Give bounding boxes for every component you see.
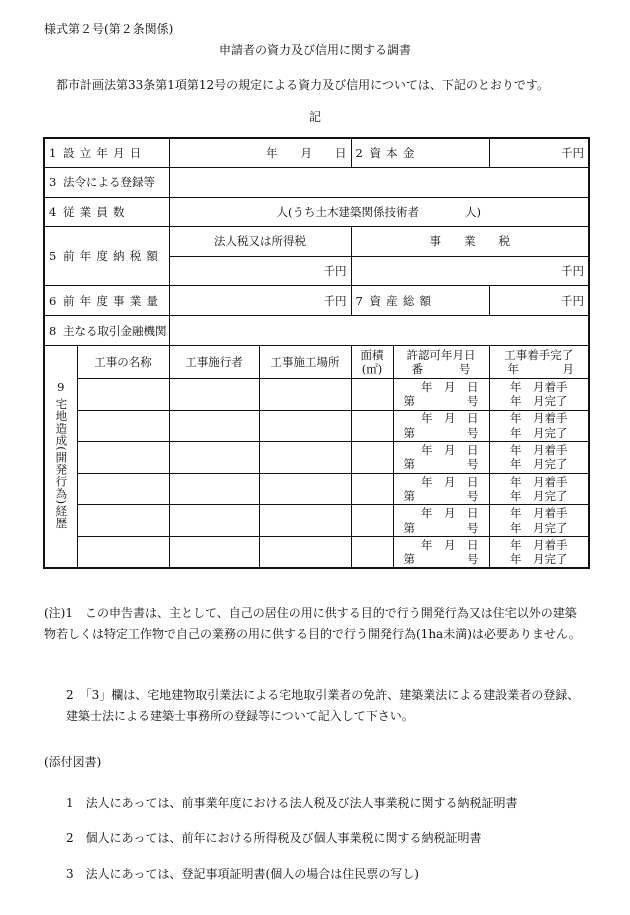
- cell-operator[interactable]: [169, 442, 259, 474]
- attachments-title: (添付図書): [44, 755, 102, 769]
- row-employees: [44, 197, 589, 227]
- header-site: 工事施工場所: [259, 346, 351, 379]
- cell-area[interactable]: [351, 536, 393, 568]
- cell-project-name[interactable]: [77, 410, 169, 442]
- attachment-item: 2 個人にあっては、前年における所得税及び個人事業税に関する納税証明書: [66, 831, 482, 845]
- history-row: [44, 536, 589, 568]
- row-bank: [44, 315, 589, 346]
- cell-operator[interactable]: [169, 536, 259, 568]
- cell-site[interactable]: [259, 410, 351, 442]
- header-project-name: 工事の名称: [77, 346, 169, 379]
- field-registration[interactable]: [169, 168, 589, 198]
- label-total-assets: 7 資産総額: [351, 286, 489, 316]
- cell-area[interactable]: [351, 378, 393, 410]
- label-corporate-tax: 法人税又は所得税: [169, 227, 351, 257]
- row-registration: [44, 168, 589, 198]
- cell-operator[interactable]: [169, 378, 259, 410]
- row-business-volume: [44, 286, 589, 316]
- row-tax-header: [44, 227, 589, 257]
- header-area: 面積 (㎡): [351, 346, 393, 379]
- label-registration: 3 法令による登録等: [44, 168, 169, 198]
- cell-period[interactable]: 年 月着手 年 月完了: [489, 442, 589, 474]
- field-business-volume[interactable]: 千円: [169, 286, 351, 316]
- field-corporate-tax[interactable]: 千円: [169, 256, 351, 286]
- label-business-tax: 事 業 税: [351, 227, 589, 257]
- cell-permit[interactable]: 年 月 日 第 号: [393, 536, 489, 568]
- field-capital[interactable]: 千円: [489, 138, 589, 168]
- cell-site[interactable]: [259, 473, 351, 505]
- field-employees[interactable]: 人(うち土木建築関係技術者 人): [169, 197, 589, 227]
- cell-area[interactable]: [351, 410, 393, 442]
- cell-permit[interactable]: 年 月 日 第 号: [393, 442, 489, 474]
- cell-site[interactable]: [259, 536, 351, 568]
- cell-period[interactable]: 年 月着手 年 月完了: [489, 378, 589, 410]
- cell-site[interactable]: [259, 378, 351, 410]
- cell-period[interactable]: 年 月着手 年 月完了: [489, 473, 589, 505]
- cell-period[interactable]: 年 月着手 年 月完了: [489, 505, 589, 537]
- history-header: [44, 346, 589, 379]
- document-title: 申請者の資力及び信用に関する調書: [218, 43, 411, 57]
- attachment-item: 1 法人にあっては、前事業年度における法人税及び法人事業税に関する納税証明書: [66, 796, 518, 810]
- cell-project-name[interactable]: [77, 442, 169, 474]
- ki-heading: 記: [308, 110, 321, 124]
- row-establishment: [44, 138, 589, 168]
- cell-project-name[interactable]: [77, 536, 169, 568]
- header-operator: 工事施行者: [169, 346, 259, 379]
- cell-operator[interactable]: [169, 410, 259, 442]
- cell-period[interactable]: 年 月着手 年 月完了: [489, 410, 589, 442]
- field-bank[interactable]: [169, 315, 589, 346]
- form-label: 様式第２号(第２条関係): [44, 22, 174, 36]
- cell-site[interactable]: [259, 442, 351, 474]
- note-2: 2 「3」欄は、宅地建物取引業法による宅地取引業者の免許、建築業法による建設業者の登録、建築士法による建築士事務所の登録等について記入して下さい。: [66, 688, 580, 723]
- cell-permit[interactable]: 年 月 日 第 号: [393, 410, 489, 442]
- label-capital: 2 資本金: [351, 138, 489, 168]
- cell-permit[interactable]: 年 月 日 第 号: [393, 505, 489, 537]
- history-row: [44, 505, 589, 537]
- cell-project-name[interactable]: [77, 378, 169, 410]
- header-period: 工事着手完了 年 月: [489, 346, 589, 379]
- attachment-item: 3 法人にあっては、登記事項証明書(個人の場合は住民票の写し): [66, 867, 419, 881]
- cell-area[interactable]: [351, 473, 393, 505]
- cell-project-name[interactable]: [77, 505, 169, 537]
- history-row: [44, 442, 589, 474]
- cell-permit[interactable]: 年 月 日 第 号: [393, 378, 489, 410]
- field-business-tax[interactable]: 千円: [351, 256, 589, 286]
- cell-permit[interactable]: 年 月 日 第 号: [393, 473, 489, 505]
- label-history: 9 宅地造成(開発行為)経歴: [44, 346, 77, 568]
- cell-operator[interactable]: [169, 505, 259, 537]
- history-row: [44, 410, 589, 442]
- history-row: [44, 473, 589, 505]
- field-total-assets[interactable]: 千円: [489, 286, 589, 316]
- note-1: (注)1 この申告書は、主として、自己の居住の用に供する目的で行う開発行為又は住宅以外の建築物若しくは特定工作物で自己の業務の用に供する目的で行う開発行為(1ha未満)は必要ありません。: [44, 606, 581, 641]
- label-employees: 4 従業員数: [44, 197, 169, 227]
- label-establishment-date: 1 設立年月日: [44, 138, 169, 168]
- intro-text: 都市計画法第33条第1項第12号の規定による資力及び信用については、下記のとおりです。: [56, 78, 549, 92]
- cell-project-name[interactable]: [77, 473, 169, 505]
- cell-site[interactable]: [259, 505, 351, 537]
- survey-table: [43, 137, 590, 569]
- history-row: [44, 378, 589, 410]
- cell-operator[interactable]: [169, 473, 259, 505]
- label-bank: 8 主なる取引金融機関: [44, 315, 169, 346]
- field-establishment-date[interactable]: 年 月 日: [169, 138, 351, 168]
- label-tax: 5 前年度納税額: [44, 227, 169, 286]
- cell-area[interactable]: [351, 442, 393, 474]
- cell-period[interactable]: 年 月着手 年 月完了: [489, 536, 589, 568]
- header-permit: 許認可年月日 番 号: [393, 346, 489, 379]
- cell-area[interactable]: [351, 505, 393, 537]
- label-business-volume: 6 前年度事業量: [44, 286, 169, 316]
